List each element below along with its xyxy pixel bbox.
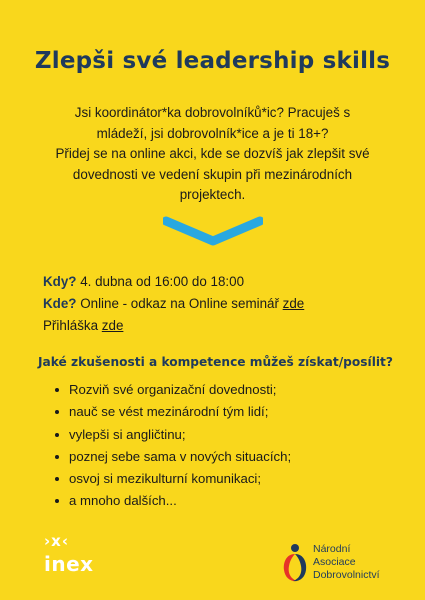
list-item: osvoj si mezikulturní komunikaci; [62,468,291,490]
list-item: poznej sebe sama v nových situacích; [62,446,291,468]
seminar-link[interactable]: zde [282,296,305,311]
skills-list [62,379,291,513]
nad-mark-icon [281,541,309,583]
list-item: vylepši si angličtinu; [62,424,291,446]
signup-label: Přihláška [43,318,102,333]
where-label: Kde? [43,296,77,311]
intro-line: projektech. [179,187,246,202]
when-row [43,271,304,293]
inex-logo [44,532,94,580]
skills-heading: Jaké zkušenosti a kompetence můžeš získat/posílit? [38,355,393,369]
list-item: a mnoho dalších... [62,490,291,512]
nad-text [313,543,380,582]
signup-link[interactable]: zde [101,318,124,333]
page-title: Zlepši své leadership skills [34,48,391,74]
inex-mark: ›x‹ [44,532,70,550]
intro-line: Jsi koordinátor*ka dobrovolníků*ic? Pracuješ s [74,105,351,120]
signup-row [43,315,304,337]
list-item: nauč se vést mezinárodní tým lidí; [62,401,291,423]
where-value: Online - odkaz na Online seminář [76,296,283,311]
chevron-down-icon [163,215,263,251]
inex-wordmark: inex [44,552,94,576]
when-value: 4. dubna od 16:00 do 18:00 [76,274,245,289]
list-item: Rozviň své organizační dovednosti; [62,379,291,401]
event-info [43,271,304,337]
where-row [43,293,304,315]
nad-line: Dobrovolnictví [313,569,380,581]
intro-line: Přidej se na online akci, kde se dozvíš jak zlepšit své [55,146,370,161]
nad-line: Národní [313,543,351,555]
nad-line: Asociace [313,556,356,568]
when-label: Kdy? [43,274,77,289]
intro-text [40,103,385,206]
intro-line: dovednosti ve vedení skupin při mezinárodních [72,166,353,182]
intro-line: mládeží, jsi dobrovolník*ice a je ti 18+? [96,125,329,141]
